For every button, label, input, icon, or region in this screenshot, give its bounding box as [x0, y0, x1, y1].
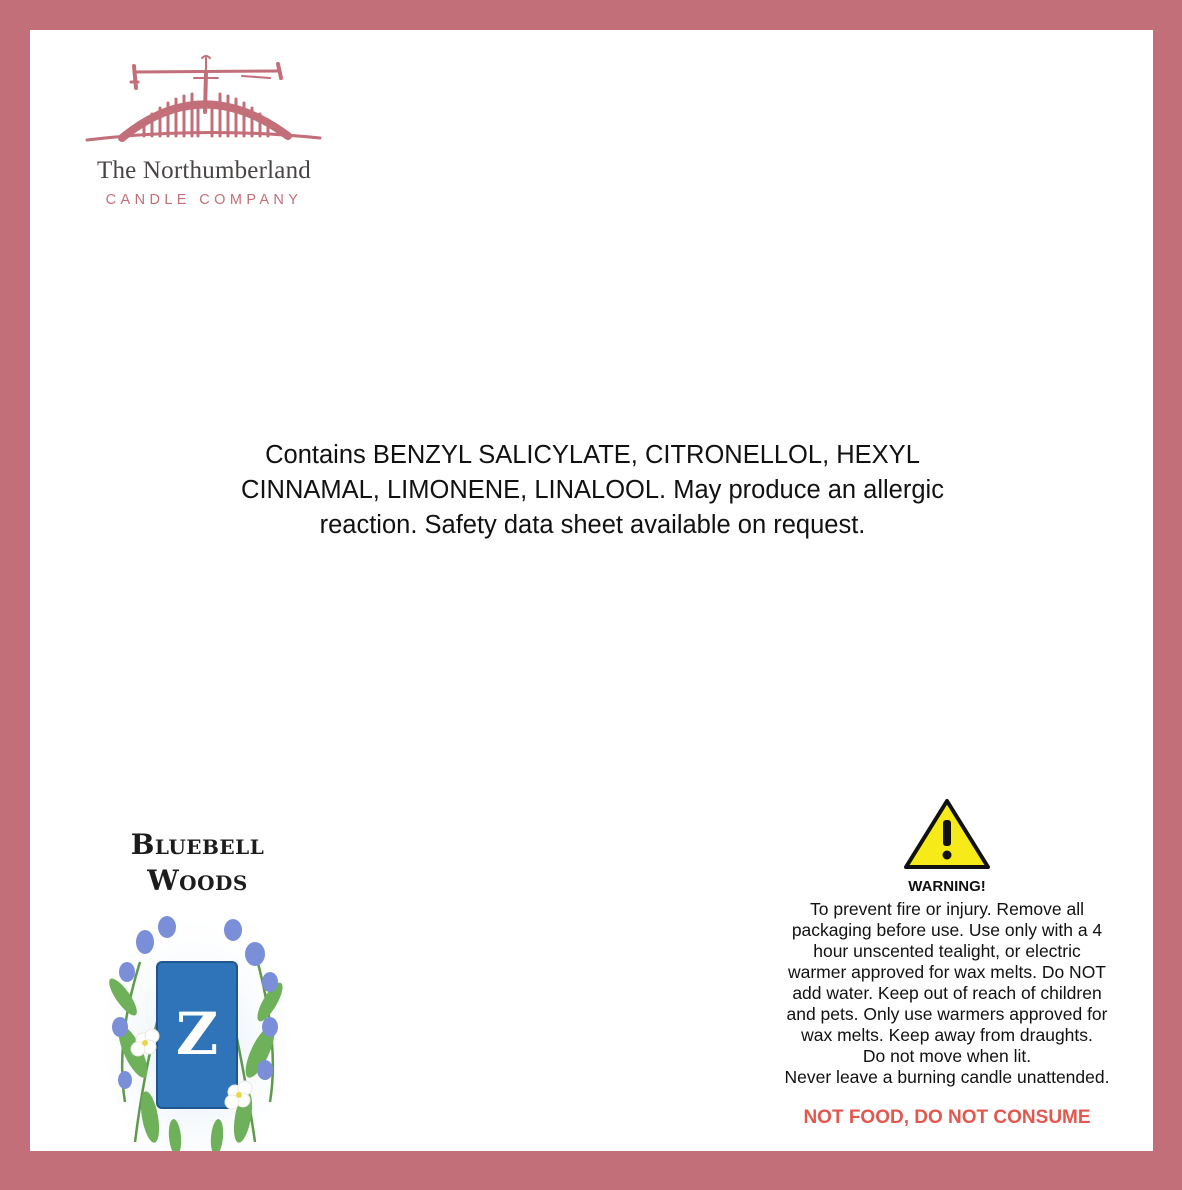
warning-line: Do not move when lit.: [862, 1046, 1032, 1066]
warning-heading: WARNING!: [908, 878, 986, 895]
warning-line: Never leave a burning candle unattended.: [784, 1067, 1110, 1087]
product-name: [90, 827, 305, 899]
warning-text: [742, 899, 1152, 1088]
warning-panel: [742, 798, 1152, 1129]
warning-line: packaging before use. Use only with a 4: [791, 920, 1103, 940]
bluebell-flower-illustration: [105, 902, 285, 1151]
allergen-notice: Contains BENZYL SALICYLATE, CITRONELLOL, HEXYL CINNAMAL, LIMONENE, LINALOOL. May produce an allergic reaction. Safety data sheet available on request.: [241, 441, 944, 539]
brand-logo: [52, 52, 356, 237]
bridge-logo-icon: [82, 52, 326, 152]
product-name-line2: Woods: [147, 864, 248, 897]
warning-line: and pets. Only use warmers approved for: [786, 1004, 1108, 1024]
warning-line: warmer approved for wax melts. Do NOT: [787, 962, 1106, 982]
warning-triangle-icon: [903, 798, 991, 870]
warning-line: hour unscented tealight, or electric: [813, 941, 1081, 961]
warning-line: wax melts. Keep away from draughts.: [801, 1025, 1093, 1045]
product-name-line1: Bluebell: [130, 828, 265, 861]
brand-name: The Northumberland: [97, 157, 311, 184]
not-food-notice: NOT FOOD, DO NOT CONSUME: [803, 1107, 1091, 1128]
warning-line: To prevent fire or injury. Remove all: [810, 899, 1084, 919]
warning-line: add water. Keep out of reach of children: [792, 983, 1102, 1003]
label-card: [30, 30, 1153, 1151]
brand-subtitle: CANDLE COMPANY: [105, 192, 303, 208]
product-badge-letter: Z: [175, 1000, 219, 1068]
